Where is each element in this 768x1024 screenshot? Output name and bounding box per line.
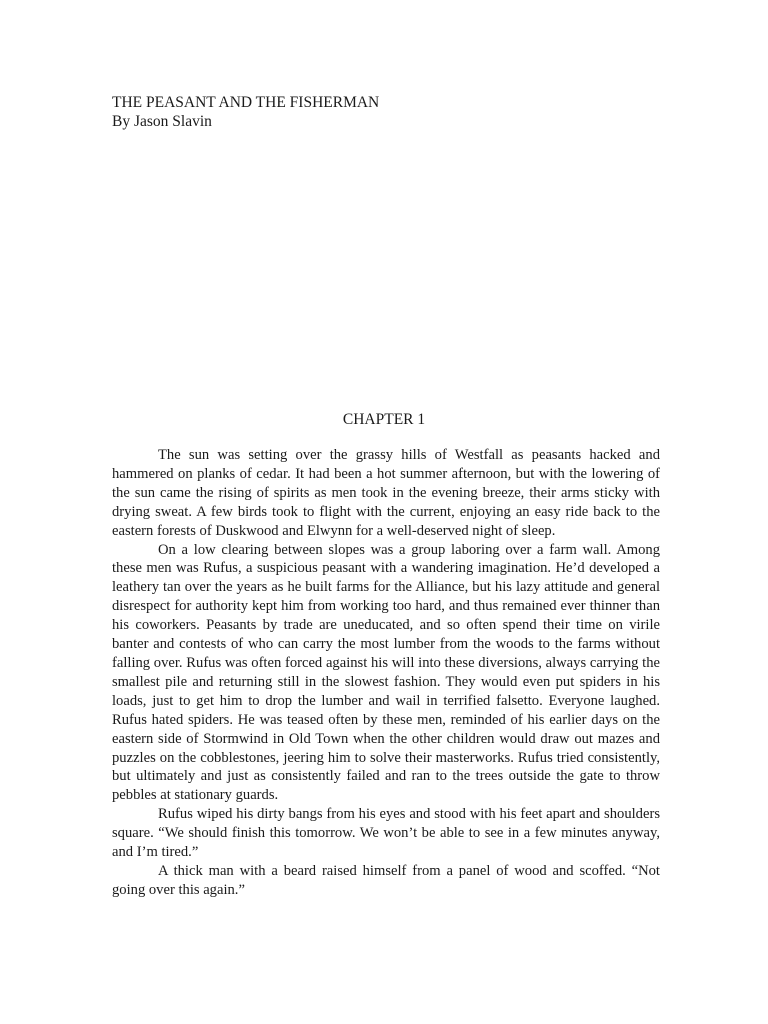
chapter-heading: CHAPTER 1 — [342, 411, 426, 428]
paragraph: The sun was setting over the grassy hills of Westfall as peasants hacked and hammered on planks of cedar. It had been a hot summer afternoon, but with the lowering of the sun came the rising of spirits as men took in the evening breeze, their arms sticky with drying sweat. A few birds took to flight with the current, enjoying an easy ride back to the eastern forests of Duskwood and Elwynn for a well-deserved night of sleep. — [112, 447, 660, 539]
paragraph: Rufus wiped his dirty bangs from his eyes and stood with his feet apart and shoulders square. “We should finish this tomorrow. We won’t be able to see in a few minutes anyway, and I’m tired.” — [112, 806, 660, 861]
document-byline: By Jason Slavin — [112, 113, 212, 130]
title-block — [112, 93, 379, 131]
chapter-body — [112, 446, 660, 900]
paragraph: On a low clearing between slopes was a group laboring over a farm wall. Among these men was Rufus, a suspicious peasant with a wandering imagination. He’d developed a leathery tan over the years as he built farms for the Alliance, but his lazy attitude and general disrespect for authority kept him from working too hard, and thus remained ever thinner than his coworkers. Peasants by trade are uneducated, and so often spend their time on virile banter and contests of who can carry the most lumber from the woods to the farms without falling over. Rufus was often forced against his will into these diversions, always carrying the smallest pile and returning still in the slowest fashion. They would even put spiders in his loads, just to get him to drop the lumber and wail in terrified falsetto. Everyone laughed. Rufus hated spiders. He was teased often by these men, reminded of his earlier days on the eastern side of Stormwind in Old Town when the other children would draw out mazes and puzzles on the cobblestones, jeering him to solve their masterworks. Rufus tried consistently, but ultimately and just as consistently failed and ran to the trees outside the gate to throw pebbles at stationary guards. — [112, 541, 660, 804]
document-title: THE PEASANT AND THE FISHERMAN — [112, 94, 380, 111]
paragraph: A thick man with a beard raised himself from a panel of wood and scoffed. “Not going over this again.” — [112, 862, 660, 898]
